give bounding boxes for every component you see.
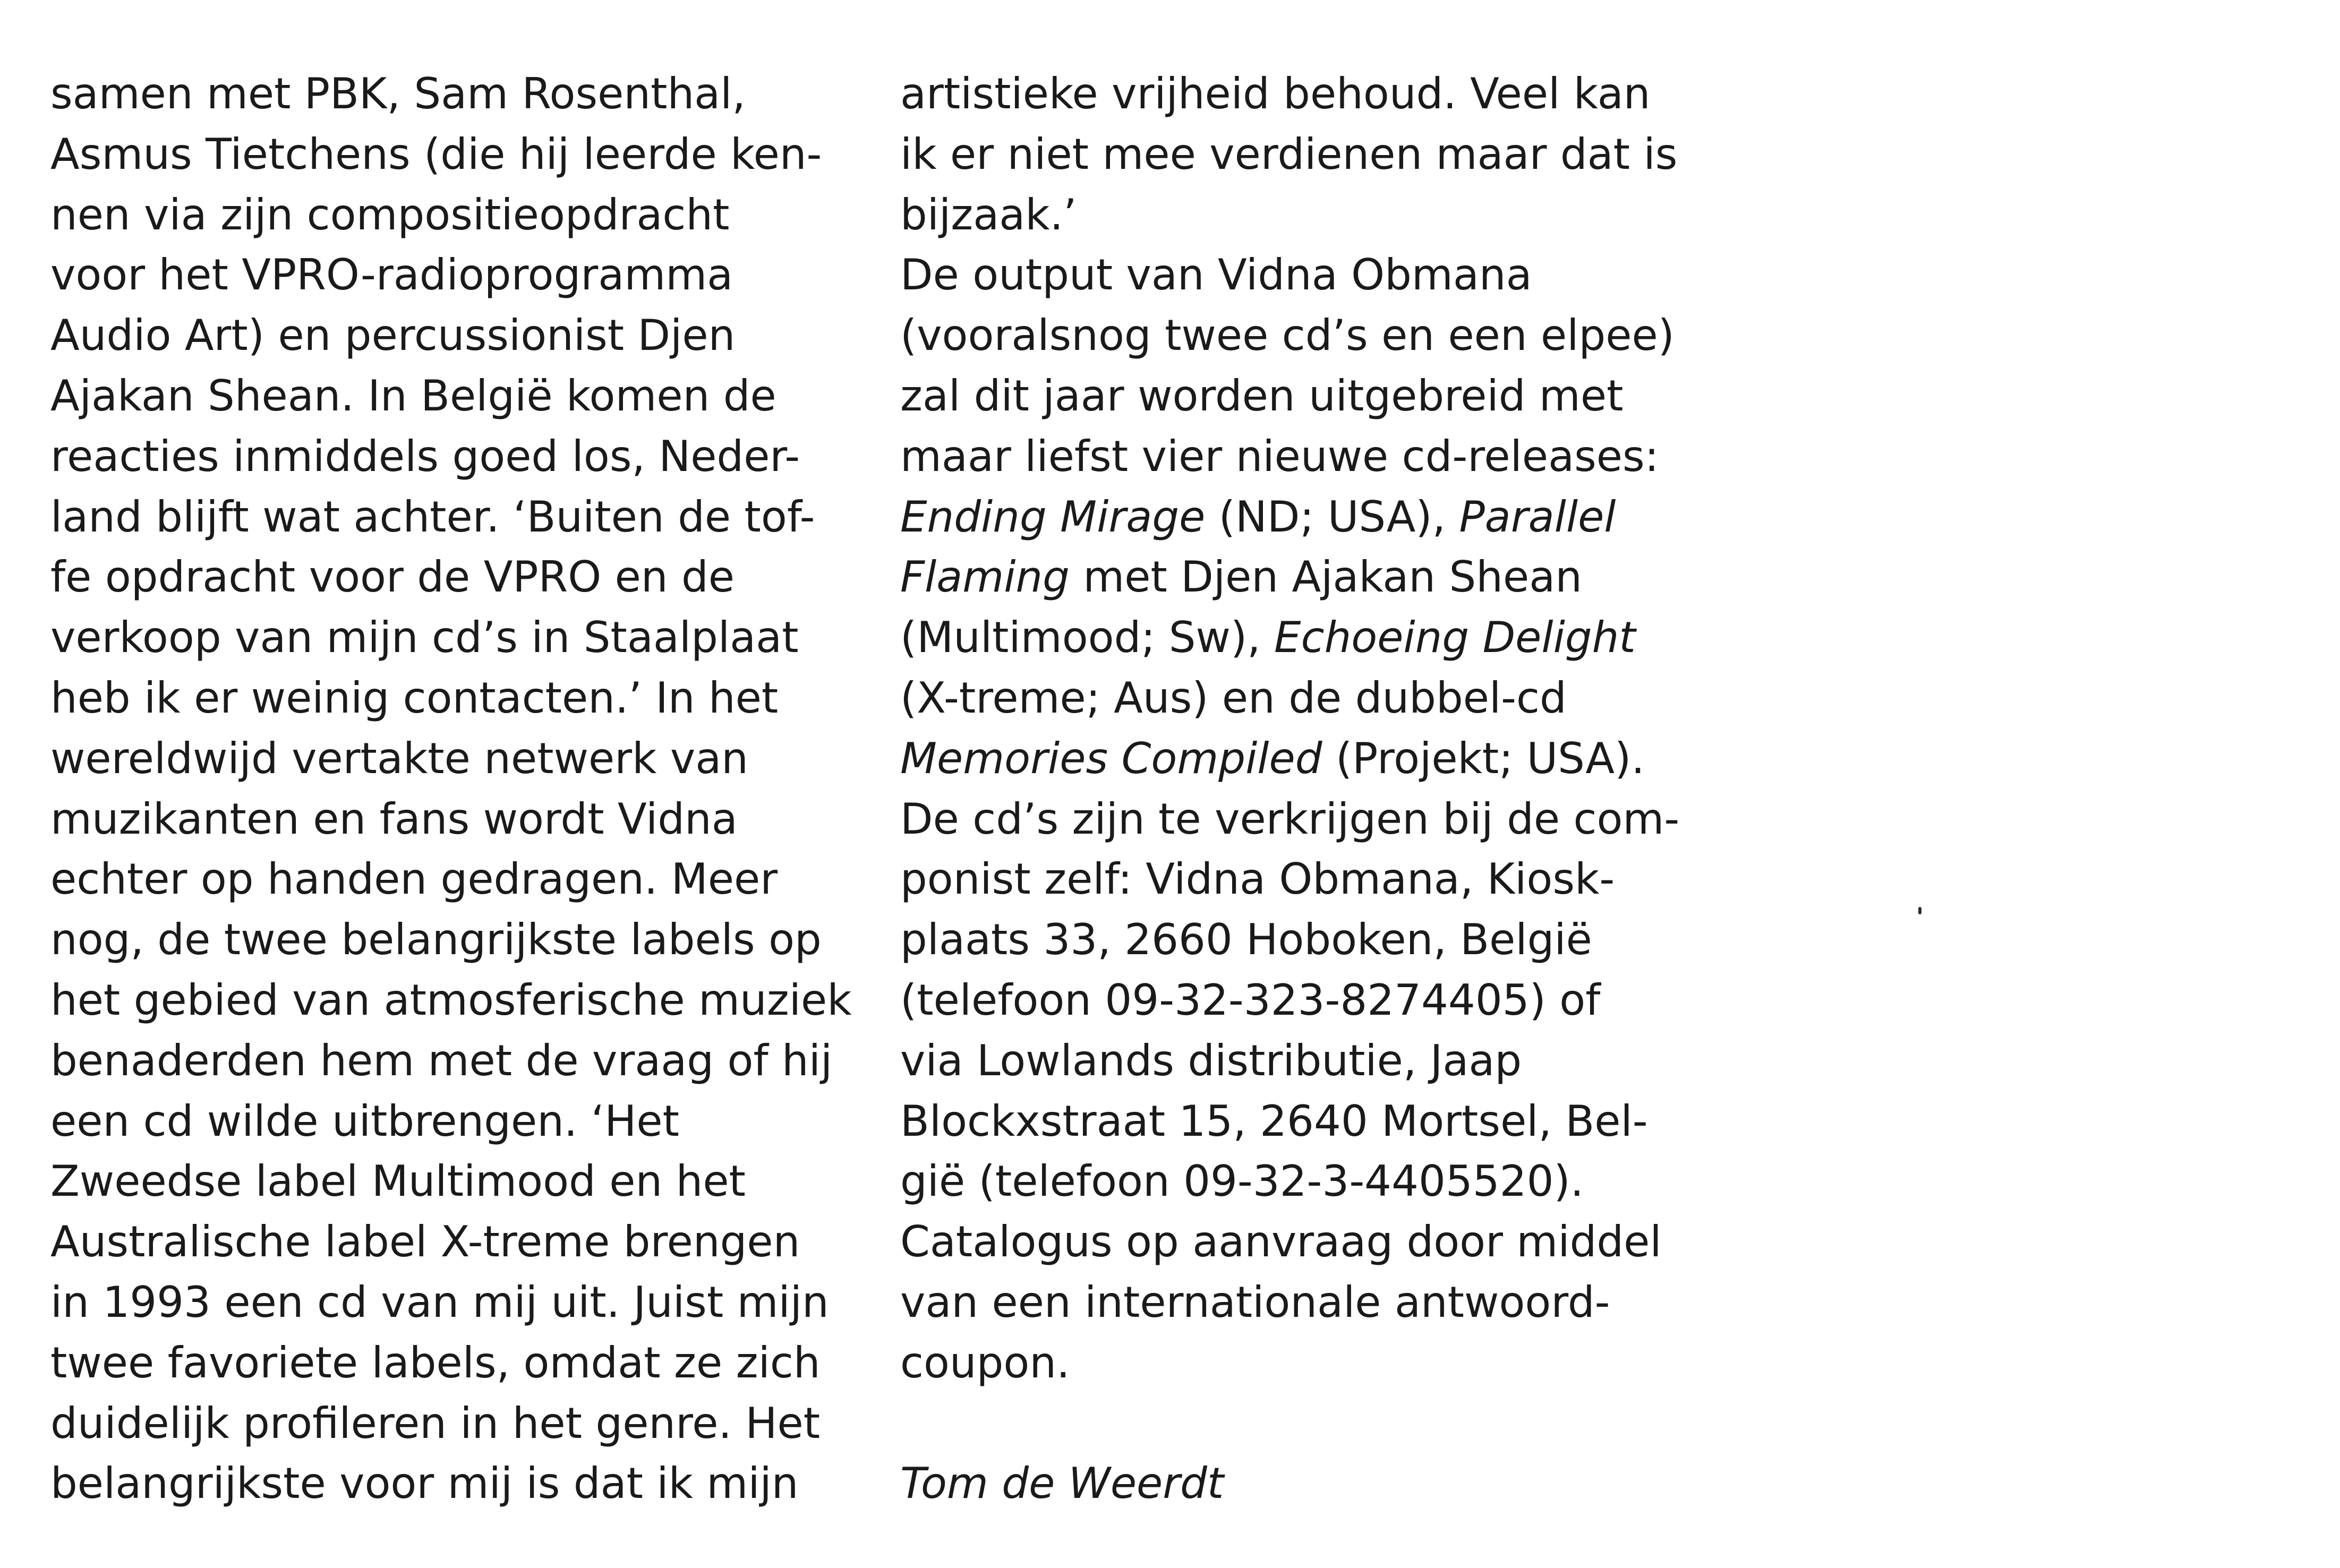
text-line: bijzaak.’: [900, 190, 1077, 239]
text-line: heb ik er weinig contacten.’ In het: [50, 673, 779, 723]
text-line: verkoop van mijn cd’s in Staalplaat: [50, 613, 799, 663]
album-info: (Multimood; Sw),: [900, 613, 1275, 663]
text-line: van een internationale antwoord-: [900, 1277, 1610, 1327]
album-title: Parallel: [1459, 492, 1616, 542]
album-info: (Projekt; USA).: [1322, 733, 1645, 783]
album-title: Echoeing Delight: [1274, 613, 1636, 663]
text-line: [900, 729, 1761, 789]
text-line: Zweedse label Multimood en het: [50, 1156, 746, 1206]
text-line: fe opdracht voor de VPRO en de: [50, 552, 735, 602]
text-line: een cd wilde uitbrengen. ‘Het: [50, 1096, 679, 1146]
album-title: Flaming: [900, 552, 1070, 602]
blank-line: [900, 1393, 1761, 1454]
text-line: coupon.: [900, 1338, 1070, 1387]
text-line: (vooralsnog twee cd’s en een elpee): [900, 311, 1675, 361]
text-line: maar liefst vier nieuwe cd-releases:: [900, 431, 1659, 481]
text-line: land blijft wat achter. ‘Buiten de tof-: [50, 492, 815, 542]
text-line: [900, 607, 1761, 668]
author-signature: Tom de Weerdt: [900, 1459, 1224, 1509]
album-info: met Djen Ajakan Shean: [1069, 552, 1582, 602]
text-line: De output van Vidna Obmana: [900, 250, 1532, 300]
text-line: in 1993 een cd van mij uit. Juist mijn: [50, 1277, 829, 1327]
text-line: (X-treme; Aus) en de dubbel-cd: [900, 673, 1567, 723]
album-title: Memories Compiled: [900, 733, 1322, 783]
text-line: [900, 487, 1761, 547]
scan-speck: [1918, 907, 1921, 914]
text-line: gië (telefoon 09-32-3-4405520).: [900, 1156, 1584, 1206]
album-title: Ending Mirage: [900, 492, 1206, 542]
text-line: artistieke vrijheid behoud. Veel kan: [900, 69, 1651, 118]
text-line: benaderden hem met de vraag of hij: [50, 1035, 833, 1085]
text-line: wereldwijd vertakte netwerk van: [50, 733, 748, 783]
text-line: [900, 547, 1761, 607]
album-info: (ND; USA),: [1205, 492, 1459, 542]
right-text-column: [900, 64, 1761, 1514]
text-line: (telefoon 09-32-323-8274405) of: [900, 975, 1601, 1025]
text-line: ik er niet mee verdienen maar dat is: [900, 129, 1678, 179]
text-line: samen met PBK, Sam Rosenthal,: [50, 69, 746, 118]
text-line: Ajakan Shean. In België komen de: [50, 371, 776, 421]
text-line: muzikanten en fans wordt Vidna: [50, 794, 738, 844]
text-line: nen via zijn compositieopdracht: [50, 190, 730, 239]
text-line: via Lowlands distributie, Jaap: [900, 1035, 1522, 1085]
text-line: het gebied van atmosferische muziek: [50, 975, 852, 1025]
text-line: nog, de twee belangrijkste labels op: [50, 915, 822, 965]
text-line: plaats 33, 2660 Hoboken, België: [900, 915, 1592, 965]
text-line: De cd’s zijn te verkrijgen bij de com-: [900, 794, 1680, 844]
text-line: duidelijk profileren in het genre. Het: [50, 1398, 821, 1448]
text-line: voor het VPRO-radioprogramma: [50, 250, 733, 300]
text-line: Asmus Tietchens (die hij leerde ken-: [50, 129, 822, 179]
text-line: echter op handen gedragen. Meer: [50, 854, 778, 904]
text-line: ponist zelf: Vidna Obmana, Kiosk-: [900, 854, 1615, 904]
text-line: reacties inmiddels goed los, Neder-: [50, 431, 800, 481]
text-line: zal dit jaar worden uitgebreid met: [900, 371, 1624, 421]
text-line: Blockxstraat 15, 2640 Mortsel, Bel-: [900, 1096, 1648, 1146]
text-line: Australische label X-treme brengen: [50, 1217, 800, 1267]
text-line: belangrijkste voor mij is dat ik mijn: [50, 1459, 799, 1509]
text-line: Audio Art) en percussionist Djen: [50, 311, 736, 361]
left-text-column: [50, 64, 879, 1514]
text-line: twee favoriete labels, omdat ze zich: [50, 1338, 821, 1387]
text-line: Catalogus op aanvraag door middel: [900, 1217, 1662, 1267]
